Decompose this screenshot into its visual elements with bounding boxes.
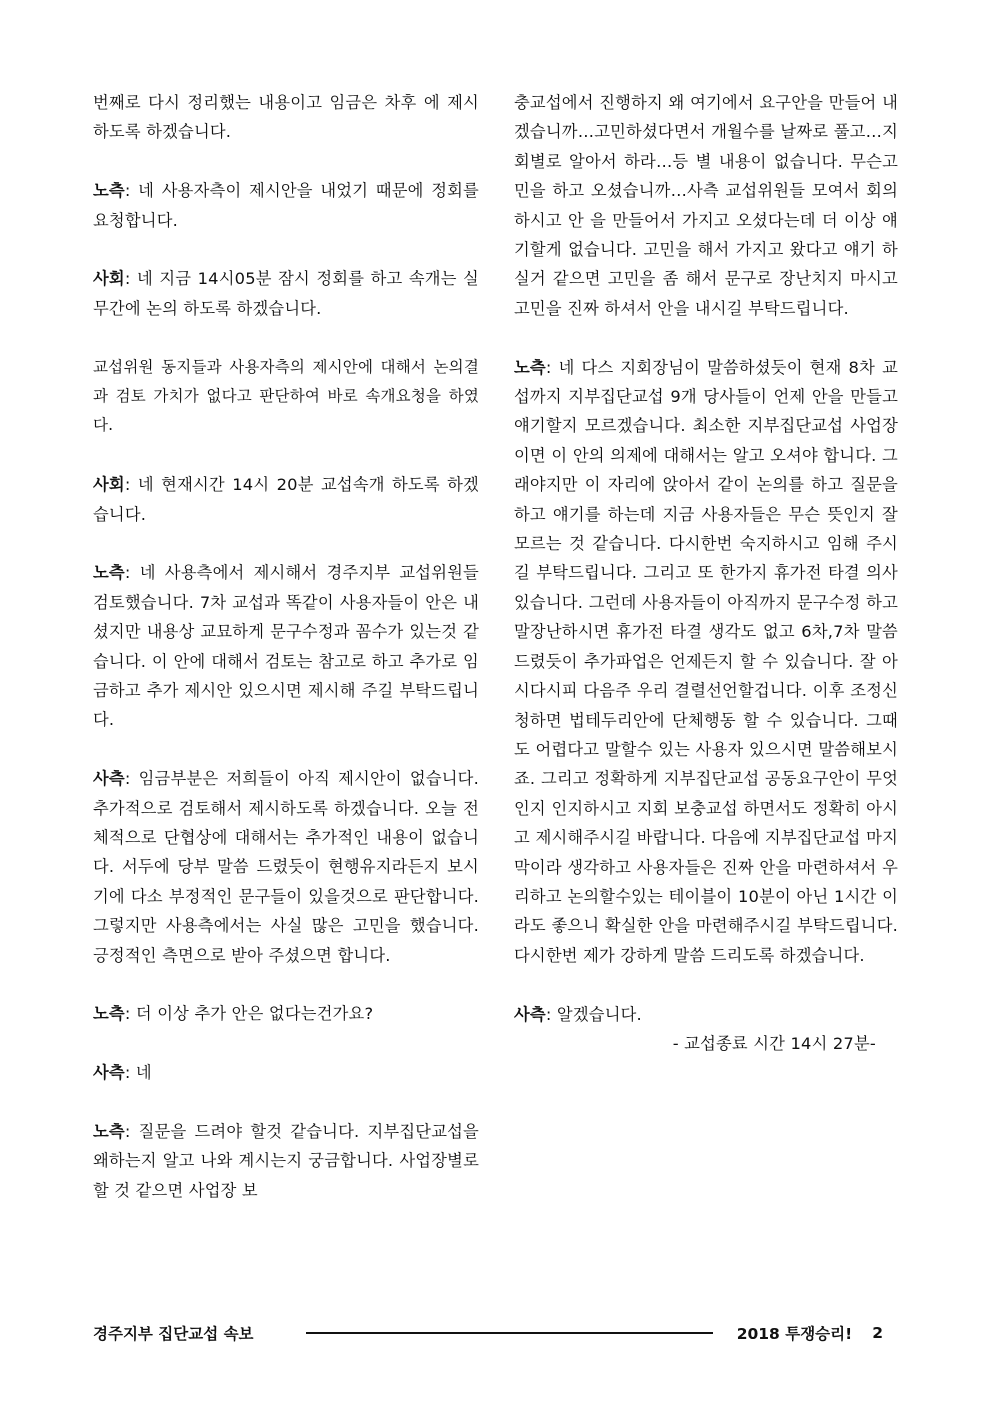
- paragraph: [514, 1000, 898, 1029]
- paragraph: [93, 88, 479, 147]
- paragraph: [93, 264, 479, 323]
- speaker-label: 노측: [93, 1122, 125, 1142]
- page-number: 2: [872, 1324, 883, 1342]
- paragraph-text: 번째로 다시 정리했는 내용이고 임금은 차후 에 제시하도록 하겠습니다.: [93, 93, 479, 142]
- footer-rule: [306, 1332, 713, 1334]
- paragraph-text: : 네 다스 지회장님이 말씀하셨듯이 현재 8차 교섭까지 지부집단교섭 9개 당사들이 언제 안을 만들고 얘기할지 모르겠습니다. 최소한 지부집단교섭 사업장이면 이 안의 의제에 대해서는 알고 오셔야 합니다. 그래야지만 이 자리에 앉아서 같이 논의를 하고 질문을 하고 얘기를 하는데 지금 사용자들은 무슨 뜻인지 잘모르는 것 같습니다. 다시한번 숙지하시고 임해 주시길 부탁드립니다. 그리고 또 한가지 휴가전 타결 의사 있습니다. 그런데 사용자들이 아직까지 문구수정 하고 말장난하시면 휴가전 타결 생각도 없고 6차,7차 말씀드렸듯이 추가파업은 언제든지 할 수 있습니다. 잘 아시다시피 다음주 우리 결렬선언할겁니다. 이후 조정신청하면 법테두리안에 단체행동 할 수 있습니다. 그때도 어렵다고 말할수 있는 사용자 있으시면 말씀해보시죠. 그리고 정확하게 지부집단교섭 공동요구안이 무엇인지 인지하시고 지회 보충교섭 하면서도 정확히 아시고 제시해주시길 바랍니다. 다음에 지부집단교섭 마지막이라 생각하고 사용자들은 진짜 안을 마련하셔서 우리하고 논의할수있는 테이블이 10분이 아닌 1시간 이라도 좋으니 확실한 안을 마련해주시길 부탁드립니다. 다시한번 제가 강하게 말씀 드리도록 하겠습니다.: [514, 357, 898, 965]
- paragraph: [514, 88, 898, 323]
- paragraph-text: : 네 지금 14시05분 잠시 정회를 하고 속개는 실무간에 논의 하도록 하겠습니다.: [93, 269, 479, 318]
- paragraph-text: : 네 사용자측이 제시안을 내었기 때문에 정회를 요청합니다.: [93, 181, 479, 230]
- speaker-label: 노측: [93, 181, 125, 201]
- paragraph-text: : 임금부분은 저희들이 아직 제시안이 없습니다. 추가적으로 검토해서 제시하도록 하겠습니다. 오늘 전체적으로 단협상에 대해서는 추가적인 내용이 없습니다. 서두에 당부 말씀 드렸듯이 현행유지라든지 보시기에 다소 부정적인 문구들이 있을것으로 판단합니다. 그렇지만 사용측에서는 사실 많은 고민을 했습니다. 긍정적인 측면으로 받아 주셨으면 합니다.: [93, 769, 479, 965]
- paragraph-text: : 네: [124, 1063, 152, 1083]
- speaker-label: 사측: [93, 769, 125, 789]
- speaker-label: 사측: [93, 1063, 125, 1083]
- paragraph: [514, 353, 898, 971]
- paragraph: [93, 764, 479, 970]
- speaker-label: 사측: [514, 1004, 546, 1024]
- paragraph-text: : 알겠습니다.: [545, 1004, 642, 1024]
- paragraph: [93, 1117, 479, 1205]
- paragraph-text: 교섭위원 동지들과 사용자측의 제시안에 대해서 논의결과 검토 가치가 없다고 판단하여 바로 속개요청을 하였다.: [93, 357, 479, 435]
- footer-title: 경주지부 집단교섭 속보: [93, 1325, 254, 1343]
- paragraph: [93, 353, 479, 441]
- paragraph-text: 충교섭에서 진행하지 왜 여기에서 요구안을 만들어 내겠습니까…고민하셨다면서 개월수를 날짜로 풀고…지회별로 알아서 하라…등 별 내용이 없습니다. 무슨고민을 하고 오셨습니까…사측 교섭위원들 모여서 회의하시고 안 을 만들어서 가지고 오셨다는데 더 이상 얘기할게 없습니다. 고민을 해서 가지고 왔다고 얘기 하실거 같으면 고민을 좀 해서 문구로 장난치지 마시고 고민을 진짜 하셔서 안을 내시길 부탁드립니다.: [514, 93, 898, 318]
- speaker-label: 사회: [93, 475, 125, 495]
- speaker-label: 노측: [514, 357, 546, 377]
- paragraph-text: : 더 이상 추가 안은 없다는건가요?: [124, 1004, 374, 1024]
- footer-slogan: 2018 투쟁승리!: [736, 1325, 853, 1343]
- speaker-label: 노측: [93, 563, 125, 583]
- paragraph: [93, 999, 479, 1028]
- closing-note: - 교섭종료 시간 14시 27분-: [672, 1033, 876, 1053]
- speaker-label: 사회: [93, 269, 125, 289]
- speaker-label: 노측: [93, 1004, 125, 1024]
- left-column: [93, 88, 479, 1235]
- paragraph: [93, 176, 479, 235]
- paragraph-text: : 질문을 드려야 할것 같습니다. 지부집단교섭을 왜하는지 알고 나와 계시는지 궁금합니다. 사업장별로 할 것 같으면 사업장 보: [93, 1122, 479, 1200]
- paragraph: [93, 1058, 479, 1087]
- footer: [93, 1319, 883, 1347]
- paragraph: [93, 470, 479, 529]
- paragraph-text: : 네 현재시간 14시 20분 교섭속개 하도록 하겠습니다.: [93, 475, 479, 524]
- paragraph-text: : 네 사용측에서 제시해서 경주지부 교섭위원들 검토했습니다. 7차 교섭과 똑같이 사용자들이 안은 내셨지만 내용상 교묘하게 문구수정과 꼼수가 있는것 같습니다. 이 안에 대해서 검토는 참고로 하고 추가로 임금하고 추가 제시안 있으시면 제시해 주길 부탁드립니다.: [93, 563, 479, 730]
- right-column: [514, 88, 898, 1058]
- paragraph: [93, 558, 479, 734]
